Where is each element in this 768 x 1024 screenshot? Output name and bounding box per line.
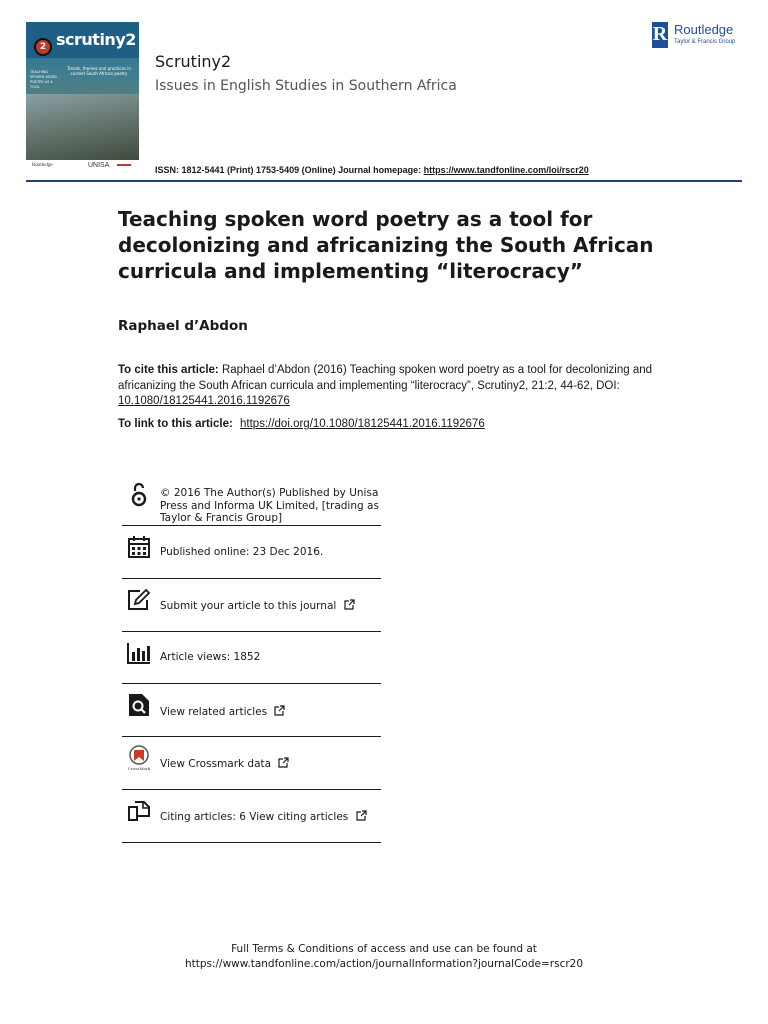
terms-line: Full Terms & Conditions of access and use can be found at <box>231 943 537 955</box>
related-search-icon <box>126 692 152 718</box>
article-title: Teaching spoken word poetry as a tool for decolonizing and africanizing the South African curricula and implementing “literocracy” <box>118 207 654 283</box>
cover-logo-icon: 2 <box>34 38 52 56</box>
cite-text: Raphael d’Abdon (2016) Teaching spoken word poetry as a tool for decolonizing and africanizing the South African curricula and implementing “literocracy”, Scrutiny2, 21:2, 44-62, DOI: <box>118 364 653 392</box>
link-label: To link to this article: <box>118 418 233 430</box>
article-info-list <box>122 474 381 843</box>
routledge-name: Routledge <box>674 22 734 37</box>
related-link[interactable] <box>160 705 285 719</box>
citing-articles-icon <box>126 798 152 824</box>
journal-name: Scrutiny2 <box>155 52 232 71</box>
cover-publisher-strip <box>26 160 139 176</box>
submit-link[interactable] <box>160 599 355 613</box>
crossmark-label: CrossMark <box>127 766 151 771</box>
edit-icon <box>126 587 152 613</box>
routledge-r-icon: R <box>652 22 668 48</box>
views-row <box>122 632 381 684</box>
open-access-icon <box>126 482 152 508</box>
article-author: Raphael d’Abdon <box>118 318 248 334</box>
terms-url[interactable]: https://www.tandfonline.com/action/journalInformation?journalCode=rscr20 <box>184 958 584 970</box>
citing-text: Citing articles: 6 View citing articles <box>160 811 349 823</box>
license-line-1: © 2016 The Author(s) Published by Unisa <box>160 487 379 499</box>
related-row[interactable] <box>122 684 381 737</box>
crossmark-text: View Crossmark data <box>160 758 272 770</box>
journal-homepage-link[interactable]: https://www.tandfonline.com/loi/rscr20 <box>423 165 589 175</box>
submit-text: Submit your article to this journal <box>160 600 337 612</box>
citation-block <box>118 363 658 410</box>
external-link-icon <box>274 705 285 716</box>
issn-line <box>155 165 589 175</box>
cover-title: scrutiny2 <box>56 30 136 49</box>
citing-row[interactable] <box>122 790 381 843</box>
bar-chart-icon <box>126 640 152 666</box>
license-line-3: Taylor & Francis Group] <box>160 512 283 524</box>
cover-landscape <box>26 94 139 160</box>
terms-footer <box>0 942 768 972</box>
routledge-tagline: Taylor & Francis Group <box>674 39 736 45</box>
published-row <box>122 526 381 579</box>
views-text: Article views: 1852 <box>160 651 261 663</box>
cover-side-text: TEACHING SPOKEN WORD POETRY AS A TOOL <box>30 70 57 89</box>
cover-subtitle: Trends, themes and practices in current South African poetry <box>67 66 131 76</box>
issn-text: ISSN: 1812-5441 (Print) 1753-5409 (Online) Journal homepage: <box>155 165 422 175</box>
external-link-icon <box>356 810 367 821</box>
link-to-article <box>118 418 485 430</box>
cite-label: To cite this article: <box>118 364 219 376</box>
license-row <box>122 474 381 526</box>
crossmark-icon <box>126 745 152 771</box>
cite-doi-link[interactable]: 10.1080/18125441.2016.1192676 <box>118 395 290 407</box>
license-line-2: Press and Informa UK Limited, [trading as <box>160 499 379 512</box>
header-divider <box>26 180 742 182</box>
journal-subtitle: Issues in English Studies in Southern Africa <box>155 78 457 94</box>
article-doi-url[interactable]: https://doi.org/10.1080/18125441.2016.1192676 <box>240 418 485 430</box>
related-text: View related articles <box>160 706 268 718</box>
license-text <box>160 487 379 525</box>
calendar-icon <box>126 534 152 560</box>
journal-cover-image <box>26 22 139 160</box>
crossmark-row[interactable] <box>122 737 381 790</box>
external-link-icon <box>344 599 355 610</box>
published-text: Published online: 23 Dec 2016. <box>160 546 324 558</box>
cover-unisa-label: UNISA <box>88 162 110 169</box>
citing-link[interactable] <box>160 810 367 824</box>
crossmark-link[interactable] <box>160 757 289 771</box>
external-link-icon <box>278 757 289 768</box>
routledge-logo[interactable] <box>652 22 752 50</box>
unisa-logo-icon <box>117 164 131 172</box>
submit-row[interactable] <box>122 579 381 632</box>
cover-routledge-label: Routledge <box>32 163 53 168</box>
